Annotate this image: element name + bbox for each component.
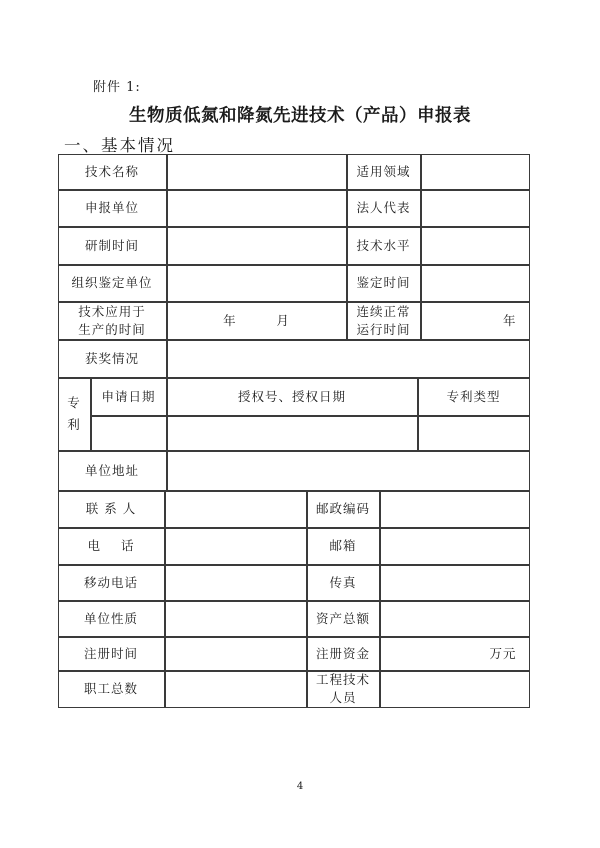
- label-applicant-text: 申报单位: [84, 200, 139, 215]
- input-appraisal-time[interactable]: [421, 265, 530, 302]
- input-total-assets[interactable]: [380, 601, 530, 637]
- label-tech-level-text: 技术水平: [356, 237, 411, 253]
- input-patent-apply-date[interactable]: [91, 416, 167, 451]
- label-patent: [58, 378, 91, 451]
- label-awards-text: 获奖情况: [84, 350, 139, 366]
- input-field[interactable]: [421, 154, 530, 190]
- label-patent-text: [67, 392, 81, 436]
- label-patent-type: [418, 378, 530, 416]
- input-contact[interactable]: [165, 491, 307, 528]
- label-run-time-text: 运行时间: [356, 321, 411, 337]
- label-fax-text: 传真: [329, 574, 357, 590]
- label-appraisal-time: [347, 265, 421, 302]
- label-patent-apply-date: [91, 378, 167, 416]
- input-address[interactable]: [167, 451, 530, 491]
- input-appraisal-org[interactable]: [167, 265, 347, 302]
- label-patent-apply-date-text: 申请日期: [101, 388, 156, 404]
- label-legal-rep-text: 法人代表: [356, 200, 411, 215]
- label-tech-level: [347, 227, 421, 265]
- label-dev-time-text: 研制时间: [84, 237, 139, 253]
- input-tech-name[interactable]: [167, 154, 347, 190]
- label-appraisal-time-text: 鉴定时间: [356, 275, 411, 290]
- label-email: [307, 528, 380, 565]
- label-run-time-text: 连续正常: [356, 303, 411, 319]
- label-phone-text: 电 话: [87, 538, 135, 553]
- input-reg-time[interactable]: [165, 637, 307, 671]
- label-fax: [307, 565, 380, 601]
- label-awards: [58, 340, 167, 378]
- input-postal[interactable]: [380, 491, 530, 528]
- label-reg-capital-text: 注册资金: [315, 645, 370, 661]
- label-appraisal-org: [58, 265, 167, 302]
- label-phone: [58, 528, 165, 565]
- label-reg-time: [58, 637, 165, 671]
- input-phone[interactable]: [165, 528, 307, 565]
- label-tech-name-text: 技术名称: [84, 163, 139, 179]
- label-patent-grant-text: 授权号、授权日期: [237, 388, 346, 404]
- label-address: [58, 451, 167, 491]
- input-email[interactable]: [380, 528, 530, 565]
- label-contact: [58, 491, 165, 528]
- label-eng: [307, 671, 380, 708]
- label-eng-text: 人员: [329, 690, 357, 705]
- label-patent-type-text: 专利类型: [446, 388, 501, 404]
- label-org-type: [58, 601, 165, 637]
- label-dev-time: [58, 227, 167, 265]
- label-prod-time-text: 技术应用于: [78, 303, 146, 319]
- label-contact-text: 联 系 人: [85, 501, 137, 516]
- label-tech-name: [58, 154, 167, 190]
- input-eng[interactable]: [380, 671, 530, 708]
- input-fax[interactable]: [380, 565, 530, 601]
- input-prod-time[interactable]: [167, 302, 347, 340]
- input-mobile[interactable]: [165, 565, 307, 601]
- label-email-text: 邮箱: [329, 538, 357, 553]
- input-run-time-text: 年: [502, 312, 517, 328]
- input-patent-type[interactable]: [418, 416, 530, 451]
- label-reg-time-text: 注册时间: [83, 645, 138, 661]
- label-org-type-text: 单位性质: [83, 610, 138, 626]
- label-prod-time-text: 生产的时间: [78, 321, 146, 337]
- form-grid: [58, 154, 530, 708]
- input-staff[interactable]: [165, 671, 307, 708]
- label-patent-grant: [167, 378, 418, 416]
- input-legal-rep[interactable]: [421, 190, 530, 227]
- label-postal: [307, 491, 380, 528]
- label-field: [347, 154, 421, 190]
- label-field-text: 适用领域: [356, 163, 411, 179]
- label-eng-text: 工程技术: [315, 672, 370, 687]
- label-prod-time: [58, 302, 167, 340]
- label-legal-rep: [347, 190, 421, 227]
- label-mobile: [58, 565, 165, 601]
- input-org-type[interactable]: [165, 601, 307, 637]
- label-postal-text: 邮政编码: [315, 501, 370, 516]
- page-title: 生物质低氮和降氮先进技术（产品）申报表: [129, 106, 471, 126]
- input-reg-capital-text: 万元: [489, 645, 517, 661]
- patent-char: 专: [67, 395, 81, 410]
- label-appraisal-org-text: 组织鉴定单位: [71, 275, 153, 290]
- patent-char: 利: [67, 417, 81, 432]
- label-applicant: [58, 190, 167, 227]
- attachment-label: 附件 1:: [93, 80, 141, 95]
- input-run-time[interactable]: [421, 302, 530, 340]
- label-staff-text: 职工总数: [83, 681, 138, 696]
- input-dev-time[interactable]: [167, 227, 347, 265]
- input-applicant[interactable]: [167, 190, 347, 227]
- label-mobile-text: 移动电话: [83, 574, 138, 590]
- label-address-text: 单位地址: [84, 462, 139, 478]
- page-number: 4: [296, 781, 304, 792]
- section-title: 一、基本情况: [64, 136, 175, 155]
- input-awards[interactable]: [167, 340, 530, 378]
- label-total-assets-text: 资产总额: [315, 610, 370, 626]
- label-total-assets: [307, 601, 380, 637]
- input-reg-capital[interactable]: [380, 637, 530, 671]
- input-prod-time-text: 年 月: [223, 312, 290, 328]
- input-patent-grant[interactable]: [167, 416, 418, 451]
- label-reg-capital: [307, 637, 380, 671]
- input-tech-level[interactable]: [421, 227, 530, 265]
- label-run-time: [347, 302, 421, 340]
- label-staff: [58, 671, 165, 708]
